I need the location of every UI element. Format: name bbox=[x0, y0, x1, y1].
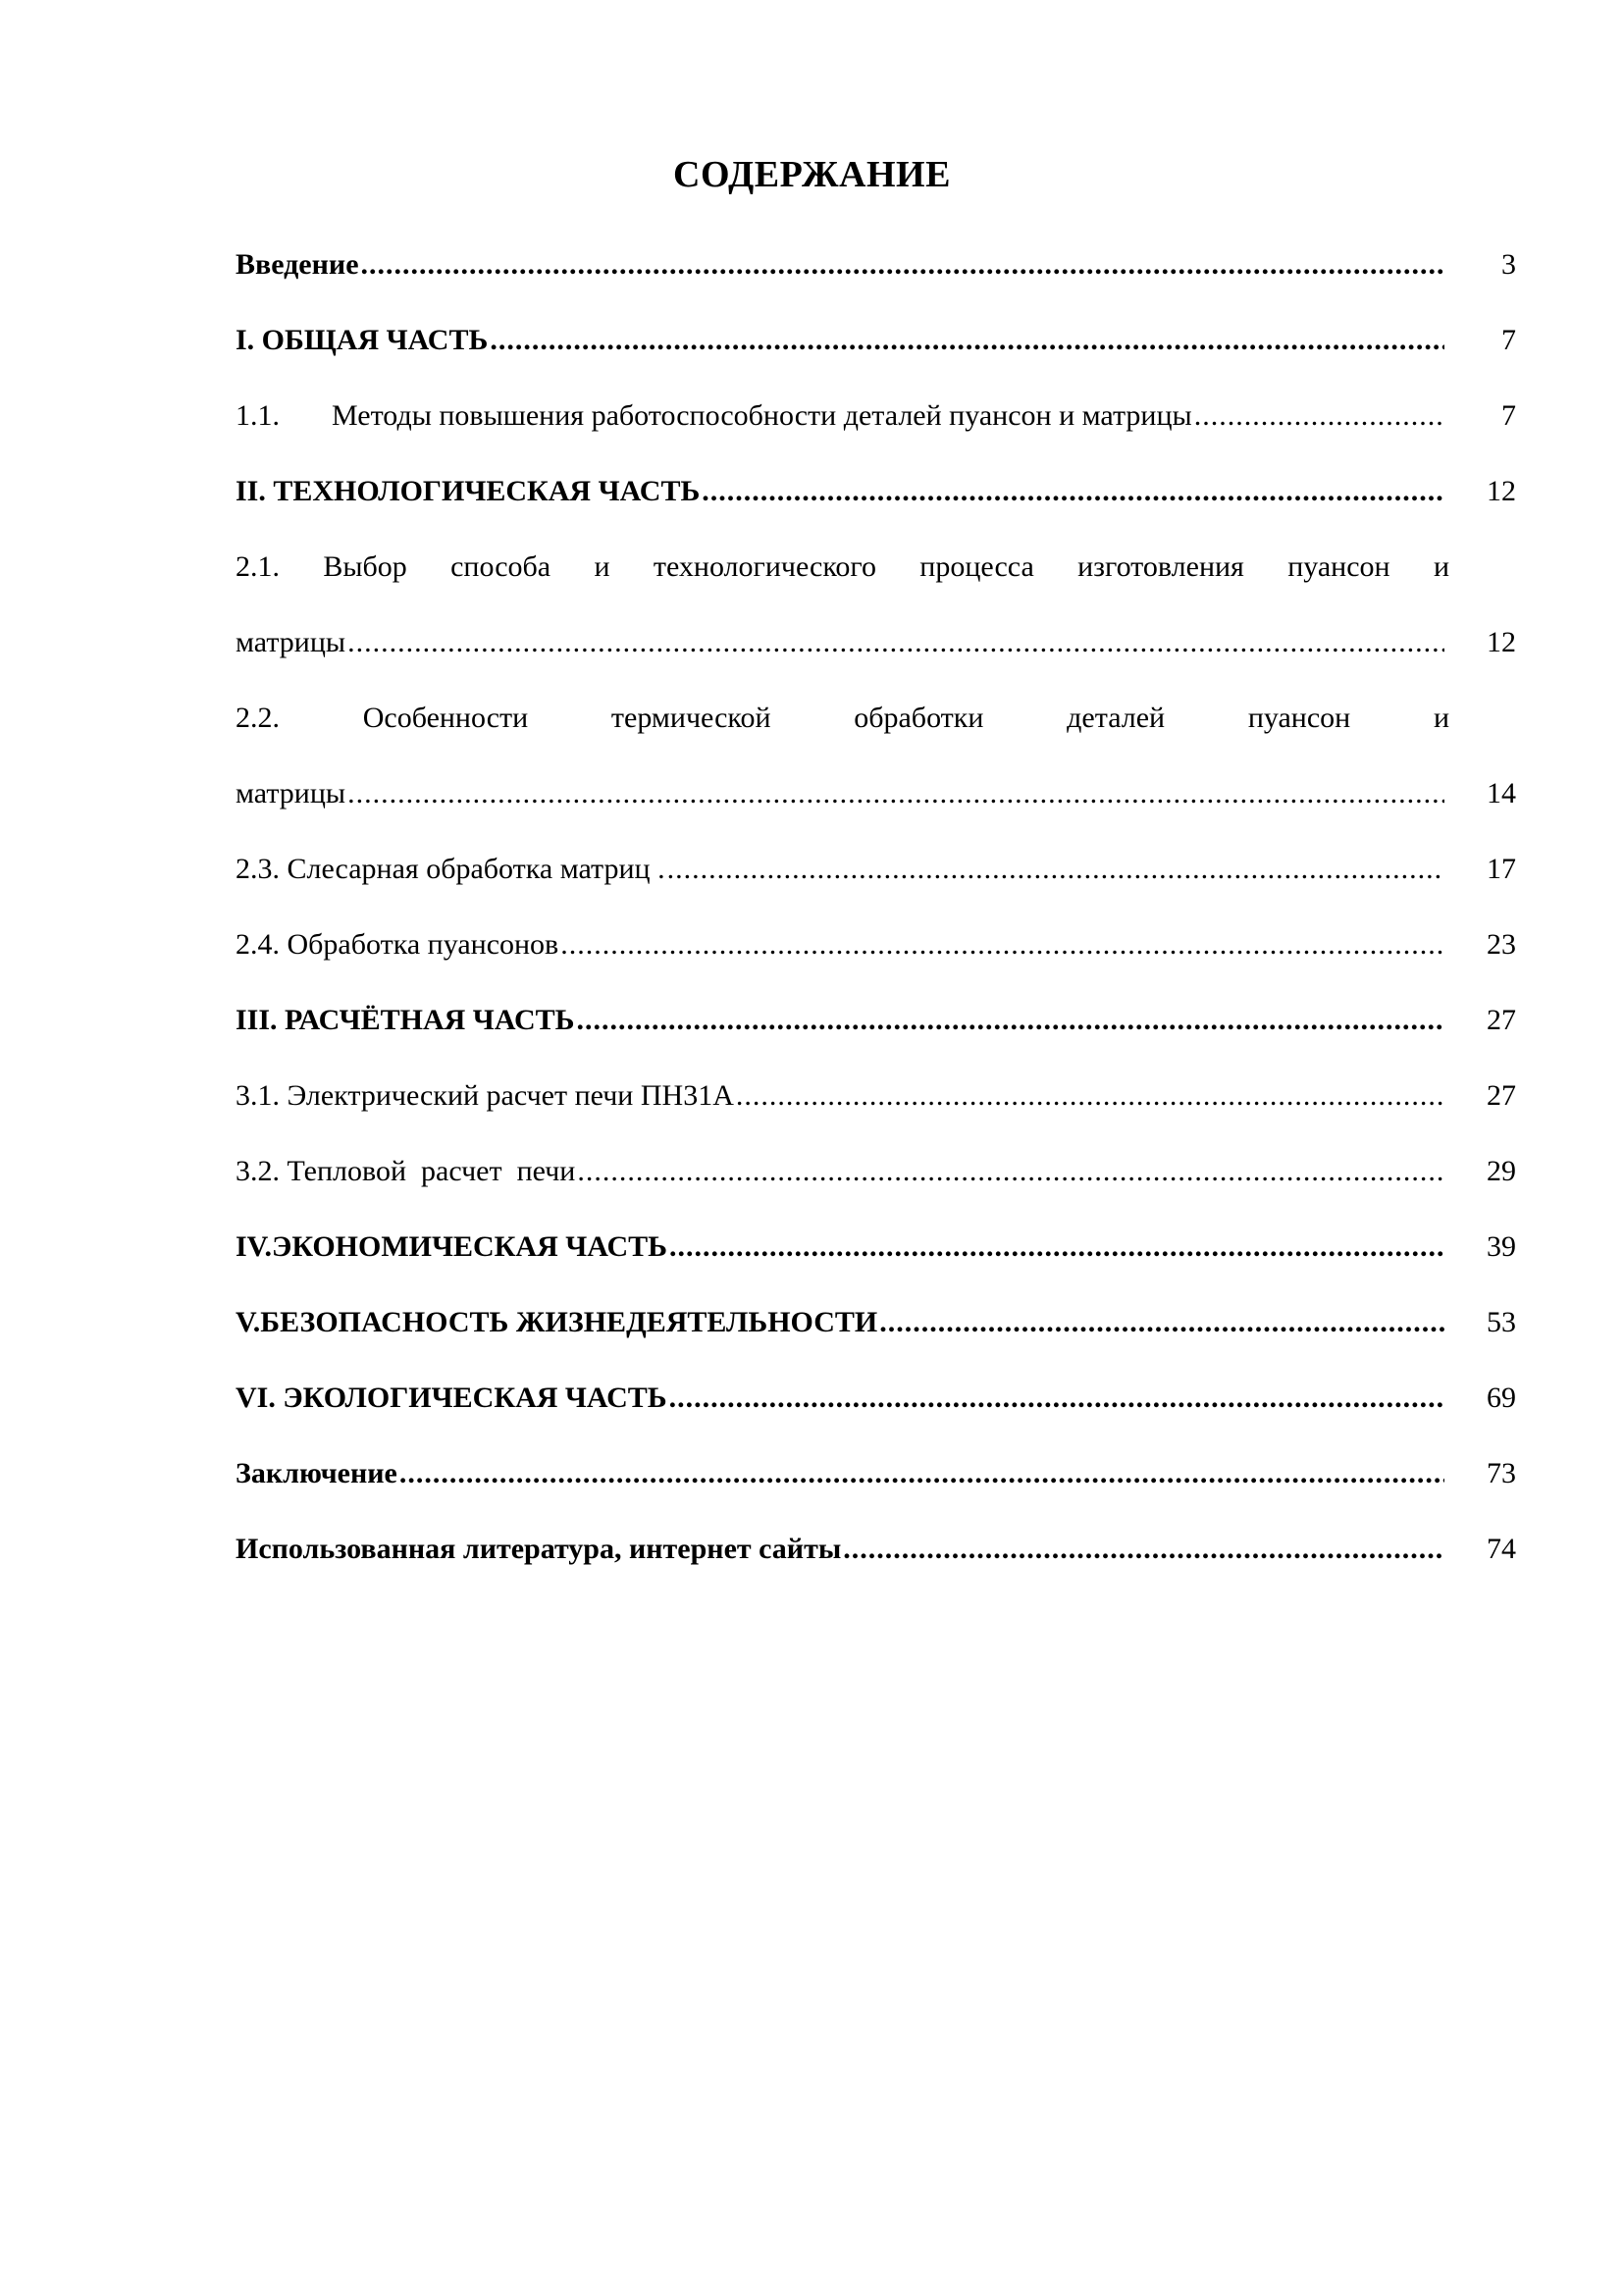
dot-leader bbox=[702, 462, 1444, 521]
dot-leader bbox=[736, 1067, 1444, 1125]
dot-leader bbox=[669, 1369, 1444, 1428]
dot-leader bbox=[879, 1293, 1444, 1352]
toc-entry-title: Методы повышения работоспособности деталей пуансон и матрицы bbox=[332, 399, 1192, 432]
dot-leader bbox=[490, 311, 1444, 370]
toc-page-number: 27 bbox=[1487, 1004, 1516, 1036]
toc-entry-title: II. ТЕХНОЛОГИЧЕСКАЯ ЧАСТЬ bbox=[236, 475, 701, 507]
toc-entry bbox=[236, 1520, 1516, 1595]
toc-entry-first-line bbox=[236, 689, 1516, 764]
toc-entry-first-line bbox=[236, 538, 1516, 613]
dot-leader bbox=[669, 1218, 1444, 1277]
toc-page-number: 73 bbox=[1487, 1457, 1516, 1489]
toc-page-number: 39 bbox=[1487, 1230, 1516, 1263]
toc-entry bbox=[236, 462, 1516, 538]
toc-page-number: 14 bbox=[1487, 777, 1516, 809]
toc-entry bbox=[236, 840, 1516, 915]
dot-leader bbox=[347, 613, 1444, 672]
toc-entry-title: 3.1. Электрический расчет печи ПН31А bbox=[236, 1079, 734, 1112]
toc-page-number: 7 bbox=[1501, 324, 1516, 356]
toc-entry-title: IV.ЭКОНОМИЧЕСКАЯ ЧАСТЬ bbox=[236, 1230, 667, 1263]
toc-entry-title: 2.2. Особенности термической обработки деталей пуансон и bbox=[236, 702, 1449, 734]
toc-page-number: 7 bbox=[1501, 399, 1516, 432]
toc-entry bbox=[236, 235, 1516, 311]
toc-page-number: 12 bbox=[1487, 475, 1516, 507]
toc-entry bbox=[236, 915, 1516, 991]
toc-page-number: 23 bbox=[1487, 928, 1516, 961]
toc-entry bbox=[236, 1369, 1516, 1444]
toc-entry-title: 3.2. Тепловой расчет печи bbox=[236, 1155, 576, 1187]
dot-leader bbox=[1194, 387, 1444, 445]
toc-entry bbox=[236, 387, 1516, 462]
toc-entry bbox=[236, 1142, 1516, 1218]
dot-leader bbox=[361, 235, 1444, 294]
page-title: СОДЕРЖАНИЕ bbox=[673, 154, 951, 195]
toc-entry-title: Введение bbox=[236, 248, 359, 281]
toc-entry-title: 2.4. Обработка пуансонов bbox=[236, 928, 559, 961]
toc-entry-title: 2.1. Выбор способа и технологического процесса изготовления пуансон и bbox=[236, 550, 1449, 583]
toc-entry-title: 2.3. Слесарная обработка матриц . bbox=[236, 853, 665, 885]
toc-entry-title: III. РАСЧЁТНАЯ ЧАСТЬ bbox=[236, 1004, 575, 1036]
toc-page-number: 17 bbox=[1487, 853, 1516, 885]
toc-entry bbox=[236, 1067, 1516, 1142]
toc-entry-title: V.БЕЗОПАСНОСТЬ ЖИЗНЕДЕЯТЕЛЬНОСТИ bbox=[236, 1306, 878, 1338]
toc-entry bbox=[236, 764, 1516, 840]
toc-entry bbox=[236, 1444, 1516, 1520]
toc-page-number: 69 bbox=[1487, 1382, 1516, 1414]
toc-entry bbox=[236, 1218, 1516, 1293]
toc-entry bbox=[236, 311, 1516, 387]
dot-leader bbox=[577, 991, 1445, 1050]
toc-page-number: 53 bbox=[1487, 1306, 1516, 1338]
dot-leader bbox=[560, 915, 1444, 974]
toc-entry bbox=[236, 613, 1516, 689]
toc-entry-continuation: матрицы bbox=[236, 626, 346, 658]
dot-leader bbox=[577, 1142, 1444, 1201]
dot-leader bbox=[843, 1520, 1444, 1579]
toc-section-number: 1.1. bbox=[236, 399, 280, 432]
toc-page-number: 74 bbox=[1487, 1533, 1516, 1565]
toc-page-number: 12 bbox=[1487, 626, 1516, 658]
table-of-contents bbox=[236, 235, 1516, 1595]
toc-entry-title: Заключение bbox=[236, 1457, 397, 1489]
dot-leader bbox=[399, 1444, 1444, 1503]
toc-entry-title: Использованная литература, интернет сайты bbox=[236, 1533, 842, 1565]
toc-entry-title: I. ОБЩАЯ ЧАСТЬ bbox=[236, 324, 489, 356]
dot-leader bbox=[347, 764, 1444, 823]
toc-page-number: 27 bbox=[1487, 1079, 1516, 1112]
toc-entry-title: VI. ЭКОЛОГИЧЕСКАЯ ЧАСТЬ bbox=[236, 1382, 667, 1414]
toc-entry bbox=[236, 991, 1516, 1067]
dot-leader bbox=[667, 840, 1444, 899]
toc-page-number: 3 bbox=[1501, 248, 1516, 281]
toc-page-number: 29 bbox=[1487, 1155, 1516, 1187]
toc-entry-continuation: матрицы bbox=[236, 777, 346, 809]
toc-entry bbox=[236, 1293, 1516, 1369]
